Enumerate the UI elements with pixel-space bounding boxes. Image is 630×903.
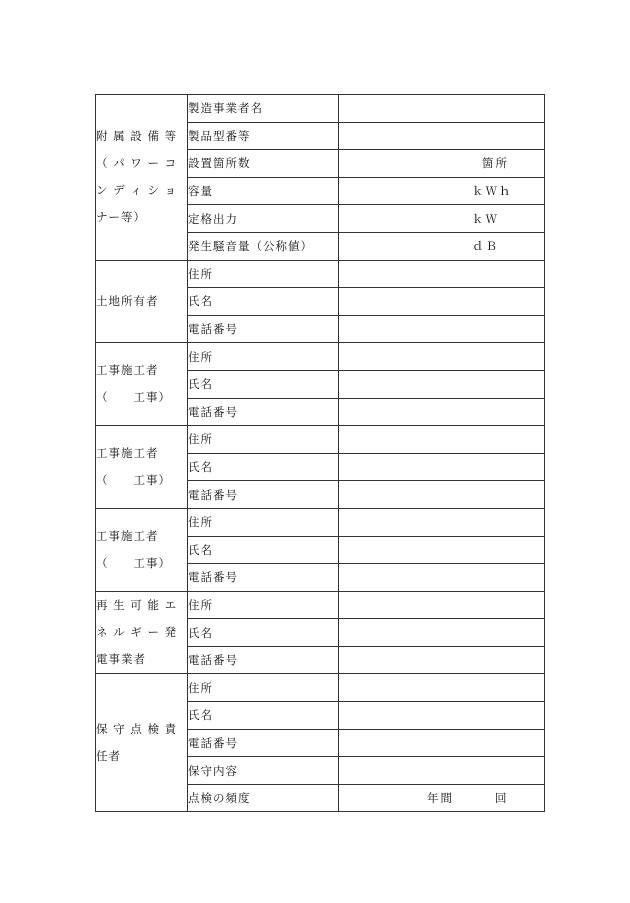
label-address: 住所 [188, 426, 339, 454]
label-address: 住所 [188, 260, 339, 288]
label-phone: 電話番号 [188, 564, 339, 592]
label-phone: 電話番号 [188, 398, 339, 426]
label-address: 住所 [188, 343, 339, 371]
field-contractor-2-address[interactable] [339, 426, 545, 454]
field-contractor-1-phone[interactable] [339, 398, 545, 426]
field-contractor-2-phone[interactable] [339, 481, 545, 509]
unit-kwh: ｋＷｈ [472, 184, 513, 199]
category-contractor-3: 工事施工者 （ 工事） [96, 508, 188, 591]
field-maintenance-content[interactable] [339, 757, 545, 785]
label-name: 氏名 [188, 702, 339, 730]
field-operator-address[interactable] [339, 591, 545, 619]
label-address: 住所 [188, 508, 339, 536]
label-rated-output: 定格出力 [188, 205, 339, 233]
label-name: 氏名 [188, 619, 339, 647]
category-landowner: 土地所有者 [96, 260, 188, 343]
field-rated-output[interactable] [339, 205, 545, 233]
field-landowner-phone[interactable] [339, 315, 545, 343]
field-capacity[interactable] [339, 177, 545, 205]
label-maintenance-content: 保守内容 [188, 757, 339, 785]
category-maintenance-manager: 保 守 点 検 責 任者 [96, 674, 188, 812]
label-phone: 電話番号 [188, 729, 339, 757]
label-inspection-frequency: 点検の頻度 [188, 784, 339, 812]
field-maintenance-address[interactable] [339, 674, 545, 702]
label-model-number: 製品型番等 [188, 122, 339, 150]
label-name: 氏名 [188, 288, 339, 316]
category-renewable-energy-operator: 再 生 可 能 エ ネ ル ギ ー 発 電事業者 [96, 591, 188, 674]
field-contractor-2-name[interactable] [339, 453, 545, 481]
field-maintenance-name[interactable] [339, 702, 545, 730]
registration-form-table [95, 94, 545, 812]
field-contractor-3-name[interactable] [339, 536, 545, 564]
label-phone: 電話番号 [188, 315, 339, 343]
field-operator-name[interactable] [339, 619, 545, 647]
field-maintenance-phone[interactable] [339, 729, 545, 757]
label-noise-level: 発生騒音量（公称値） [188, 232, 339, 260]
field-landowner-address[interactable] [339, 260, 545, 288]
field-contractor-3-address[interactable] [339, 508, 545, 536]
label-name: 氏名 [188, 370, 339, 398]
field-installation-count[interactable] [339, 150, 545, 178]
field-contractor-1-name[interactable] [339, 370, 545, 398]
category-contractor-1: 工事施工者 （ 工事） [96, 343, 188, 426]
field-noise-level[interactable] [339, 232, 545, 260]
field-operator-phone[interactable] [339, 646, 545, 674]
unit-db: ｄＢ [472, 239, 499, 254]
label-manufacturer-name: 製造事業者名 [188, 95, 339, 123]
label-name: 氏名 [188, 453, 339, 481]
field-landowner-name[interactable] [339, 288, 545, 316]
category-contractor-2: 工事施工者 （ 工事） [96, 426, 188, 509]
field-contractor-3-phone[interactable] [339, 564, 545, 592]
label-address: 住所 [188, 674, 339, 702]
unit-per-year: 年間 [427, 791, 454, 806]
label-capacity: 容量 [188, 177, 339, 205]
field-inspection-frequency[interactable] [339, 784, 545, 812]
label-installation-count: 設置箇所数 [188, 150, 339, 178]
unit-kasho: 箇所 [482, 156, 509, 171]
unit-kw: ｋＷ [472, 211, 499, 226]
label-address: 住所 [188, 591, 339, 619]
label-name: 氏名 [188, 536, 339, 564]
field-contractor-1-address[interactable] [339, 343, 545, 371]
unit-times: 回 [495, 791, 509, 806]
label-phone: 電話番号 [188, 646, 339, 674]
field-manufacturer-name[interactable] [339, 95, 545, 123]
label-phone: 電話番号 [188, 481, 339, 509]
field-model-number[interactable] [339, 122, 545, 150]
category-accessory-equipment: 附 属 設 備 等 （ パ ワ ー コ ン デ ィ シ ョ ナー等） [96, 95, 188, 261]
